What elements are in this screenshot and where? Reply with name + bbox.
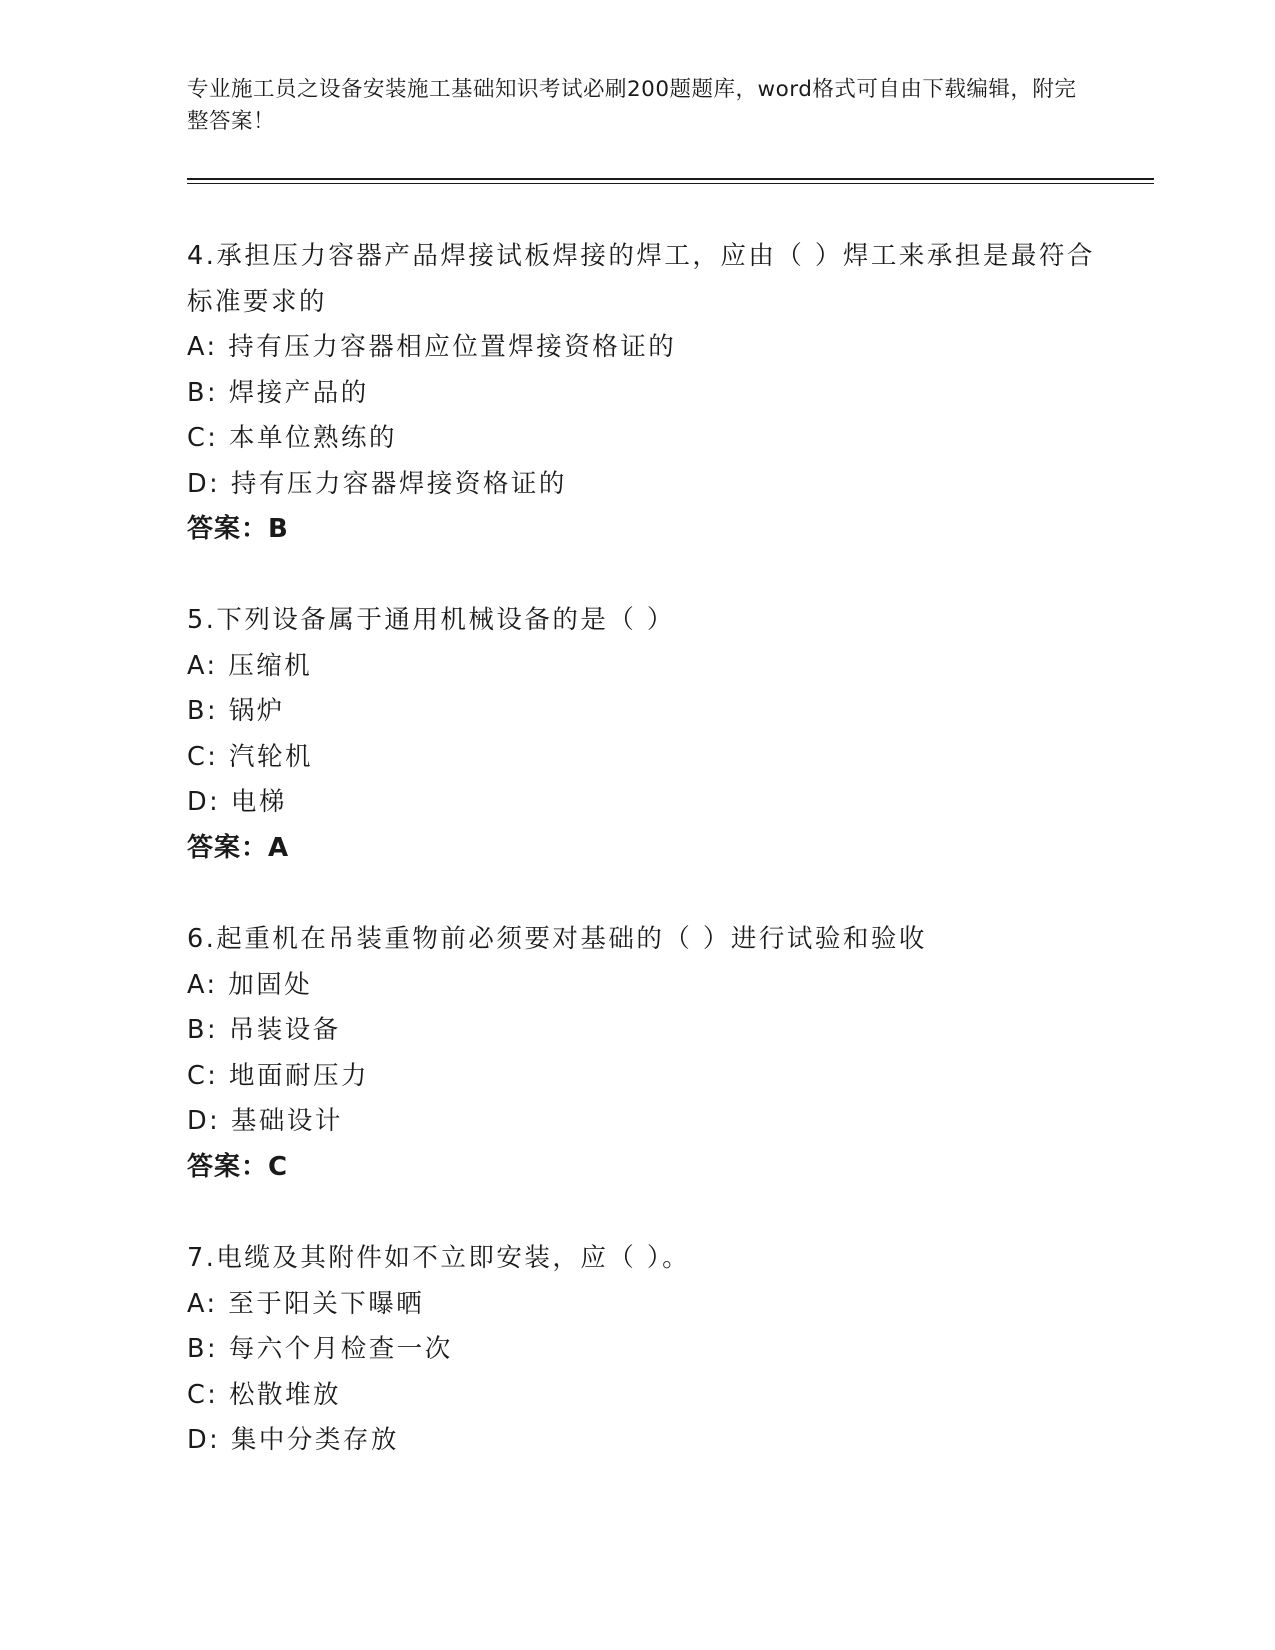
question-4 <box>187 234 1107 553</box>
answer: 答案：A <box>187 832 290 863</box>
header-divider-thin <box>187 183 1154 184</box>
option-a: A: 加固处 <box>187 969 313 1000</box>
option-c: C: 松散堆放 <box>187 1379 342 1410</box>
option-d: D: 基础设计 <box>187 1106 343 1136</box>
option-a: A: 压缩机 <box>187 650 313 681</box>
option-b: B: 锅炉 <box>187 696 285 726</box>
option-d: D: 持有压力容器焊接资格证的 <box>187 468 567 499</box>
option-b: B: 每六个月检查一次 <box>187 1334 453 1364</box>
question-text: 5.下列设备属于通用机械设备的是（ ） <box>187 605 675 635</box>
option-a: A: 至于阳关下曝晒 <box>187 1288 425 1319</box>
option-a: A: 持有压力容器相应位置焊接资格证的 <box>187 332 677 362</box>
question-text: 4.承担压力容器产品焊接试板焊接的焊工，应由（ ）焊工来承担是最符合标准要求的 <box>187 241 1095 317</box>
option-d: D: 集中分类存放 <box>187 1425 399 1455</box>
question-7 <box>187 1236 1107 1464</box>
option-c: C: 本单位熟练的 <box>187 423 398 453</box>
option-b: B: 焊接产品的 <box>187 377 369 408</box>
option-c: C: 汽轮机 <box>187 741 314 772</box>
document-header: 专业施工员之设备安装施工基础知识考试必刷200题题库，word格式可自由下载编辑，附完整答案！ <box>187 77 1077 134</box>
answer: 答案：B <box>187 514 289 544</box>
question-text: 6.起重机在吊装重物前必须要对基础的（ ）进行试验和验收 <box>187 924 927 954</box>
option-d: D: 电梯 <box>187 787 287 817</box>
question-5 <box>187 598 1107 871</box>
answer: 答案：C <box>187 1151 289 1182</box>
question-text: 7.电缆及其附件如不立即安装，应（ ）。 <box>187 1243 691 1273</box>
option-b: B: 吊装设备 <box>187 1015 341 1045</box>
option-c: C: 地面耐压力 <box>187 1060 370 1091</box>
header-divider-thick <box>187 178 1154 180</box>
question-6 <box>187 917 1107 1190</box>
